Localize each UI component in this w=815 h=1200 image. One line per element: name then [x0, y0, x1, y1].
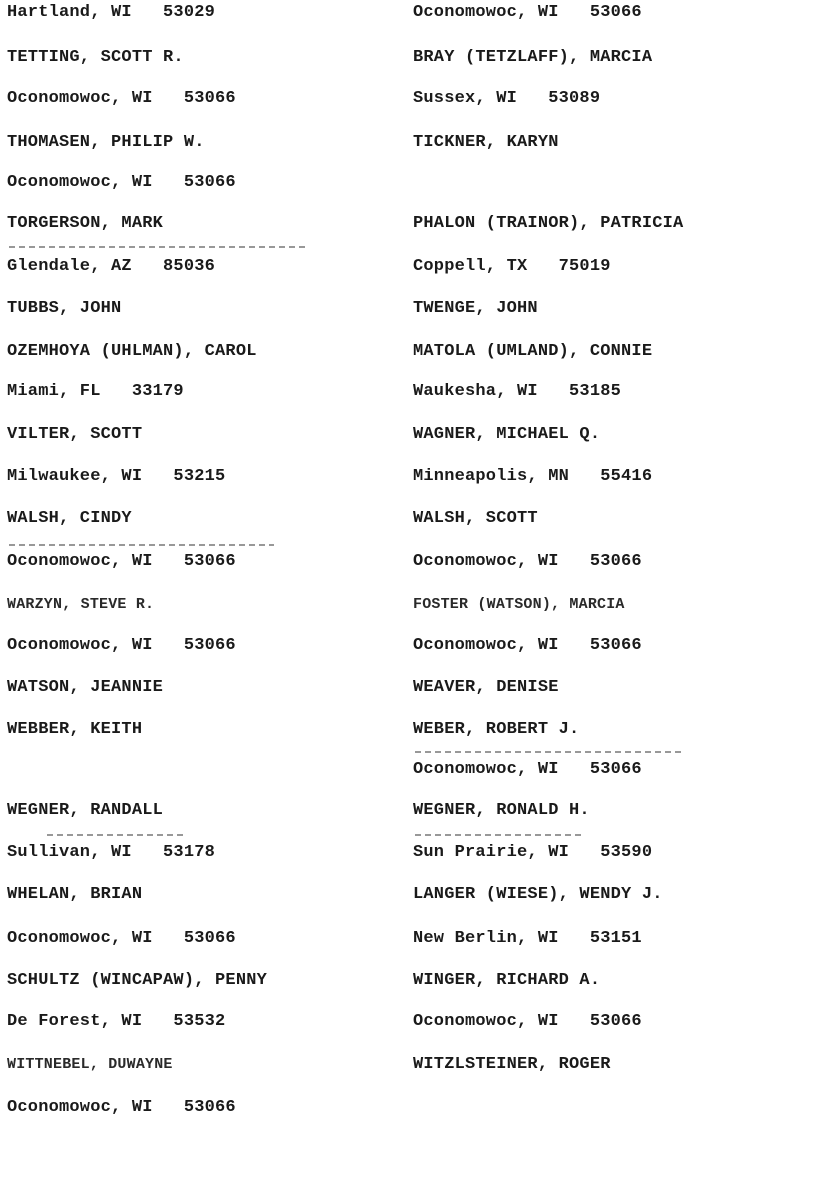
- address-line: Milwaukee, WI 53215: [7, 467, 226, 486]
- person-name: WEAVER, DENISE: [413, 678, 559, 697]
- address-line: Hartland, WI 53029: [7, 3, 216, 22]
- person-name: LANGER (WIESE), WENDY J.: [413, 885, 663, 904]
- address-line: Oconomowoc, WI 53066: [7, 173, 236, 192]
- person-name: WEGNER, RONALD H.: [413, 801, 590, 820]
- scan-residue: [415, 751, 685, 753]
- person-name: MATOLA (UMLAND), CONNIE: [413, 342, 653, 361]
- person-name: VILTER, SCOTT: [7, 425, 143, 444]
- person-name: TWENGE, JOHN: [413, 299, 538, 318]
- address-line: Oconomowoc, WI 53066: [413, 552, 642, 571]
- scan-residue: [415, 834, 585, 836]
- person-name: WATSON, JEANNIE: [7, 678, 164, 697]
- person-name: WALSH, CINDY: [7, 509, 132, 528]
- scan-residue: [9, 544, 274, 546]
- address-line: Miami, FL 33179: [7, 382, 184, 401]
- person-name: SCHULTZ (WINCAPAW), PENNY: [7, 971, 268, 990]
- person-name: WARZYN, STEVE R.: [7, 596, 155, 613]
- person-name: WITZLSTEINER, ROGER: [413, 1055, 611, 1074]
- address-line: Minneapolis, MN 55416: [413, 467, 653, 486]
- address-line: Oconomowoc, WI 53066: [7, 552, 236, 571]
- person-name: FOSTER (WATSON), MARCIA: [413, 596, 625, 613]
- address-line: De Forest, WI 53532: [7, 1012, 226, 1031]
- address-line: Oconomowoc, WI 53066: [413, 636, 642, 655]
- address-line: Oconomowoc, WI 53066: [7, 636, 236, 655]
- address-line: Oconomowoc, WI 53066: [7, 1098, 236, 1117]
- person-name: WEBER, ROBERT J.: [413, 720, 580, 739]
- person-name: WALSH, SCOTT: [413, 509, 538, 528]
- person-name: WAGNER, MICHAEL Q.: [413, 425, 601, 444]
- address-line: Oconomowoc, WI 53066: [7, 89, 236, 108]
- address-line: Sullivan, WI 53178: [7, 843, 216, 862]
- person-name: WINGER, RICHARD A.: [413, 971, 601, 990]
- address-line: Oconomowoc, WI 53066: [413, 760, 642, 779]
- address-line: Oconomowoc, WI 53066: [413, 3, 642, 22]
- person-name: TICKNER, KARYN: [413, 133, 559, 152]
- address-line: Oconomowoc, WI 53066: [7, 929, 236, 948]
- address-line: Sun Prairie, WI 53590: [413, 843, 653, 862]
- scan-residue: [9, 246, 309, 248]
- person-name: OZEMHOYA (UHLMAN), CAROL: [7, 342, 257, 361]
- person-name: BRAY (TETZLAFF), MARCIA: [413, 48, 653, 67]
- person-name: WEBBER, KEITH: [7, 720, 143, 739]
- address-line: Glendale, AZ 85036: [7, 257, 216, 276]
- person-name: WHELAN, BRIAN: [7, 885, 143, 904]
- address-line: Coppell, TX 75019: [413, 257, 611, 276]
- address-line: Waukesha, WI 53185: [413, 382, 622, 401]
- person-name: TUBBS, JOHN: [7, 299, 122, 318]
- person-name: TETTING, SCOTT R.: [7, 48, 184, 67]
- person-name: WITTNEBEL, DUWAYNE: [7, 1056, 173, 1073]
- scan-residue: [47, 834, 187, 836]
- address-line: New Berlin, WI 53151: [413, 929, 642, 948]
- person-name: TORGERSON, MARK: [7, 214, 164, 233]
- address-line: Oconomowoc, WI 53066: [413, 1012, 642, 1031]
- address-line: Sussex, WI 53089: [413, 89, 601, 108]
- person-name: WEGNER, RANDALL: [7, 801, 164, 820]
- person-name: PHALON (TRAINOR), PATRICIA: [413, 214, 684, 233]
- person-name: THOMASEN, PHILIP W.: [7, 133, 205, 152]
